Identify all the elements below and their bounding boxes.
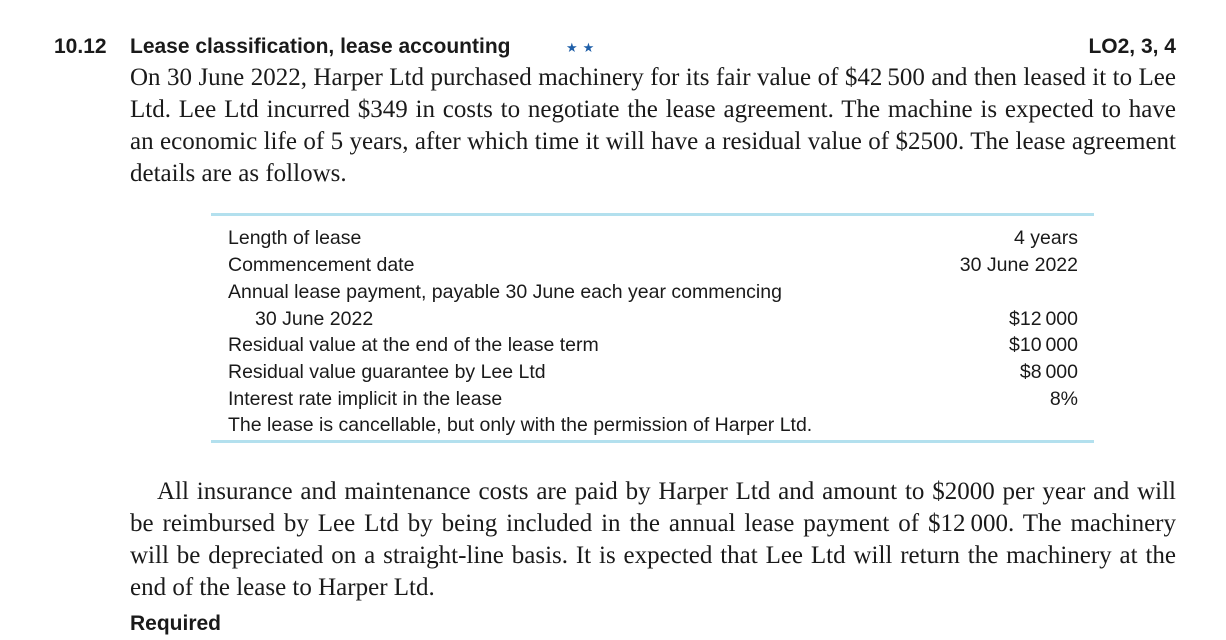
detail-value: 30 June 2022 [959, 254, 1078, 276]
detail-value: $8 000 [1019, 361, 1078, 383]
detail-value: $12 000 [1009, 308, 1078, 330]
detail-label: Annual lease payment, payable 30 June each year commencing [228, 281, 782, 303]
detail-label: Length of lease [228, 227, 362, 249]
lease-detail-row [228, 332, 1078, 359]
lease-detail-row [228, 252, 1078, 279]
lease-detail-row [228, 412, 1078, 439]
question-title: Lease classification, lease accounting [130, 35, 511, 58]
lease-detail-row [228, 386, 1078, 413]
detail-label: Residual value at the end of the lease term [228, 334, 599, 356]
question-number: 10.12 [54, 35, 107, 58]
follow-paragraph: All insurance and maintenance costs are paid by Harper Ltd and amount to $2000 per year and will be reimbursed by Lee Ltd by being included in the annual lease payment of $12 000. The machinery will be depreciated on a straight-line basis. It is expected that Lee Ltd will return the machinery at the end of the lease to Harper Ltd. [130, 478, 1176, 601]
lease-detail-row [228, 225, 1078, 252]
detail-label: Interest rate implicit in the lease [228, 388, 503, 410]
detail-value: 4 years [1014, 227, 1078, 249]
lease-details-table [211, 213, 1094, 443]
detail-label: Commencement date [228, 254, 415, 276]
difficulty-stars-icon: ★★ [566, 41, 600, 56]
detail-label: The lease is cancellable, but only with the permission of Harper Ltd. [228, 414, 813, 436]
intro-paragraph: On 30 June 2022, Harper Ltd purchased machinery for its fair value of $42 500 and then leased it to Lee Ltd. Lee Ltd incurred $349 in costs to negotiate the lease agreement. The machine is expected to have an economic life of 5 years, after which time it will have a residual value of $2500. The lease agreement details are as follows. [130, 64, 1176, 187]
lease-detail-row [228, 306, 1078, 333]
detail-label: Residual value guarantee by Lee Ltd [228, 361, 546, 383]
detail-value: 8% [1049, 388, 1078, 410]
lease-detail-row [228, 359, 1078, 386]
learning-objectives: LO2, 3, 4 [1088, 35, 1176, 58]
detail-value: $10 000 [1009, 334, 1078, 356]
required-heading: Required [130, 612, 222, 635]
detail-label: 30 June 2022 [255, 308, 374, 330]
lease-detail-row [228, 279, 1078, 306]
